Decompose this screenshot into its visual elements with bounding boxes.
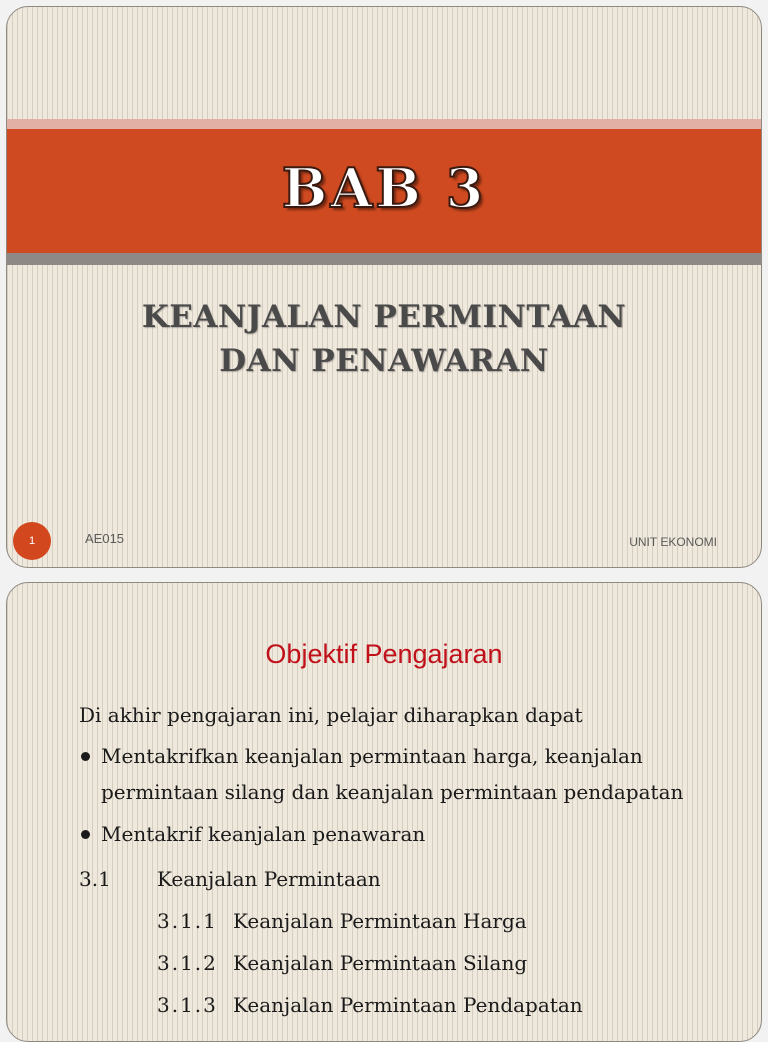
objectives-heading: Objektif Pengajaran [265,639,503,669]
section-number: 3.1 [79,867,111,891]
bullet-icon [81,752,90,761]
page-number-badge: 1 [13,522,51,560]
chapter-subtitle [7,295,761,383]
subsection-number: 3.1.1 [157,909,218,933]
bullet-line: Mentakrifkan keanjalan permintaan harga, keanjalan [101,744,643,768]
list-item [79,738,741,810]
course-code: AE015 [85,531,125,546]
subsection-number: 3.1.3 [157,993,218,1017]
title-banner [7,129,761,253]
bullet-line: Mentakrif keanjalan penawaran [101,822,426,846]
bullet-line: permintaan silang dan keanjalan permintaan pendapatan [101,780,684,804]
subsection-row [79,942,741,984]
objectives-body [79,696,741,1026]
section-label: Keanjalan Permintaan [157,867,381,891]
subtitle-line-2: DAN PENAWARAN [219,343,549,379]
title-slide [6,6,762,568]
list-item [79,816,741,852]
subsection-label: Keanjalan Permintaan Silang [233,951,528,975]
subsection-row [79,900,741,942]
section-row [79,858,741,900]
bullet-icon [81,830,90,839]
subsection-row [79,984,741,1026]
objectives-slide [6,582,762,1042]
subtitle-line-1: KEANJALAN PERMINTAAN [141,299,627,335]
chapter-title: BAB 3 [281,156,487,220]
banner-bottom-stripe [7,253,761,265]
unit-name: UNIT EKONOMI [629,535,717,549]
intro-text: Di akhir pengajaran ini, pelajar diharapkan dapat [79,703,583,727]
subsection-label: Keanjalan Permintaan Pendapatan [233,993,583,1017]
subsection-number: 3.1.2 [157,951,218,975]
subsection-label: Keanjalan Permintaan Harga [233,909,527,933]
